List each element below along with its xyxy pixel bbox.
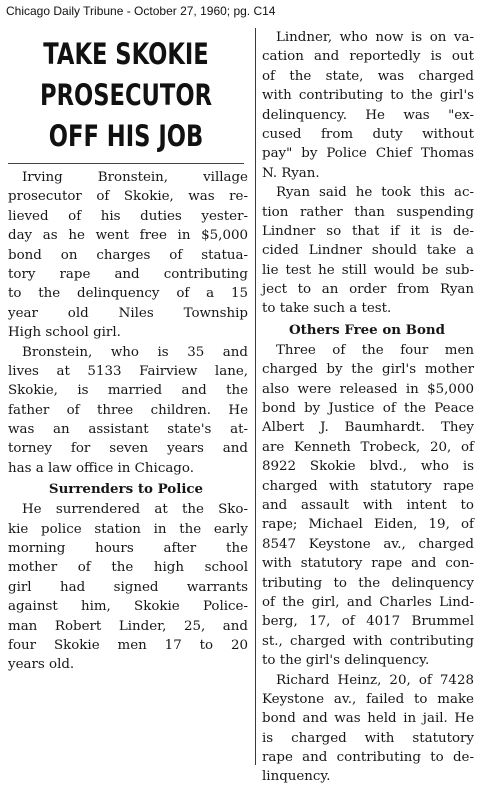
text-line: prosecutor of Skokie, was re- — [8, 189, 248, 205]
text-line: Richard Heinz, 20, of 7428 — [276, 672, 474, 688]
text-line: rape and contributing to de- — [262, 750, 474, 766]
paragraph-6 — [256, 341, 478, 671]
text-line: of the girl, and Charles Lind- — [262, 594, 474, 610]
text-line: cation and reportedly is out — [262, 49, 474, 65]
paragraph-5 — [256, 183, 478, 319]
text-line: mother of the high school — [8, 560, 248, 576]
text-line: berg, 17, of 4017 Brummel — [262, 614, 474, 630]
source-citation: Chicago Daily Tribune - October 27, 1960; pg. C14 — [6, 4, 276, 18]
headline-line: OFF HIS JOB — [48, 119, 204, 153]
text-line: bond on charges of statua- — [8, 247, 248, 263]
text-line: kie police station in the early — [8, 521, 248, 537]
text-line: N. Ryan. — [262, 165, 320, 181]
text-line: with statutory rape and con- — [262, 556, 474, 572]
paragraph-2 — [0, 343, 252, 479]
article-column-right — [255, 28, 478, 785]
text-line: to the girl's delinquency. — [262, 653, 430, 669]
text-line: of the state, was charged — [262, 68, 474, 84]
text-line: morning hours after the — [8, 541, 248, 557]
article-column-left — [0, 28, 252, 765]
text-line: pay" by Police Chief Thomas — [262, 146, 474, 162]
text-line: Ryan said he took this ac- — [276, 185, 474, 201]
text-line: 8547 Keystone av., charged — [262, 536, 474, 552]
text-line: Bronstein, who is 35 and — [22, 344, 248, 360]
text-line: High school girl. — [8, 325, 121, 341]
text-line: Lindner, who now is on va- — [276, 30, 474, 45]
text-line: Albert J. Baumhardt. They — [262, 420, 474, 436]
text-line: lives at 5133 Fairview lane, — [8, 363, 248, 379]
text-line: ject to an order from Ryan — [262, 282, 474, 298]
text-line: charged by the girl's mother — [262, 362, 474, 378]
text-line: tributing to the delinquency — [262, 575, 474, 591]
text-line: also were released in $5,000 — [262, 381, 474, 397]
text-line: tion rather than suspending — [262, 204, 474, 220]
text-line: lieved of his duties yester- — [8, 208, 248, 224]
paragraph-7 — [256, 671, 478, 787]
text-line: man Robert Linder, 25, and — [8, 618, 248, 634]
text-line: delinquency. He was "ex- — [262, 107, 474, 123]
text-line: He surrendered at the Sko- — [22, 502, 248, 518]
text-line: and assault with intent to — [262, 497, 474, 513]
paragraph-3 — [0, 500, 252, 675]
text-line: Skokie, is married and the — [8, 383, 248, 399]
text-line: bond by Justice of the Peace — [262, 401, 474, 417]
text-line: was an assistant state's at- — [8, 422, 248, 438]
text-line: is charged with statutory — [262, 730, 474, 746]
text-line: to the delinquency of a 15 — [8, 286, 248, 302]
text-line: st., charged with contributing — [262, 633, 474, 649]
text-line: Keystone av., failed to make — [262, 691, 474, 707]
text-line: linquency. — [262, 769, 331, 785]
text-line: charged with statutory rape — [262, 478, 474, 494]
headline — [28, 34, 225, 157]
paragraph-4 — [256, 28, 478, 183]
text-line: are Kenneth Trobeck, 20, of — [262, 439, 474, 455]
text-line: girl had signed warrants — [8, 579, 248, 595]
text-line: has a law office in Chicago. — [8, 460, 194, 476]
text-line: against him, Skokie Police- — [8, 599, 248, 615]
text-line: to take such a test. — [262, 301, 392, 317]
subhead-surrenders: Surrenders to Police — [48, 481, 204, 498]
text-line: father of three children. He — [8, 402, 248, 418]
paragraph-1 — [0, 168, 252, 343]
text-line: cused from duty without — [262, 126, 474, 142]
headline-line: PROSECUTOR — [39, 78, 213, 112]
text-line: rape; Michael Eiden, 19, of — [262, 517, 474, 533]
text-line: day as he went free in $5,000 — [8, 228, 248, 244]
text-line: Lindner so that if it is de- — [262, 223, 474, 239]
text-line: bond and was held in jail. He — [262, 711, 474, 727]
text-line: Irving Bronstein, village — [22, 170, 248, 185]
text-line: year old Niles Township — [8, 305, 248, 321]
subhead-others-free: Others Free on Bond — [288, 321, 446, 338]
text-line: with contributing to the girl's — [262, 88, 474, 104]
headline-line: TAKE SKOKIE — [43, 37, 209, 71]
text-line: years old. — [8, 657, 75, 673]
text-line: four Skokie men 17 to 20 — [8, 637, 248, 653]
text-line: Three of the four men — [276, 342, 474, 358]
text-line: 8922 Skokie blvd., who is — [262, 459, 474, 475]
text-line: lie test he still would be sub- — [262, 262, 474, 278]
text-line: torney for seven years and — [8, 441, 248, 457]
text-line: cided Lindner should take a — [262, 243, 474, 259]
headline-rule — [8, 163, 244, 164]
text-line: tory rape and contributing — [8, 266, 248, 282]
